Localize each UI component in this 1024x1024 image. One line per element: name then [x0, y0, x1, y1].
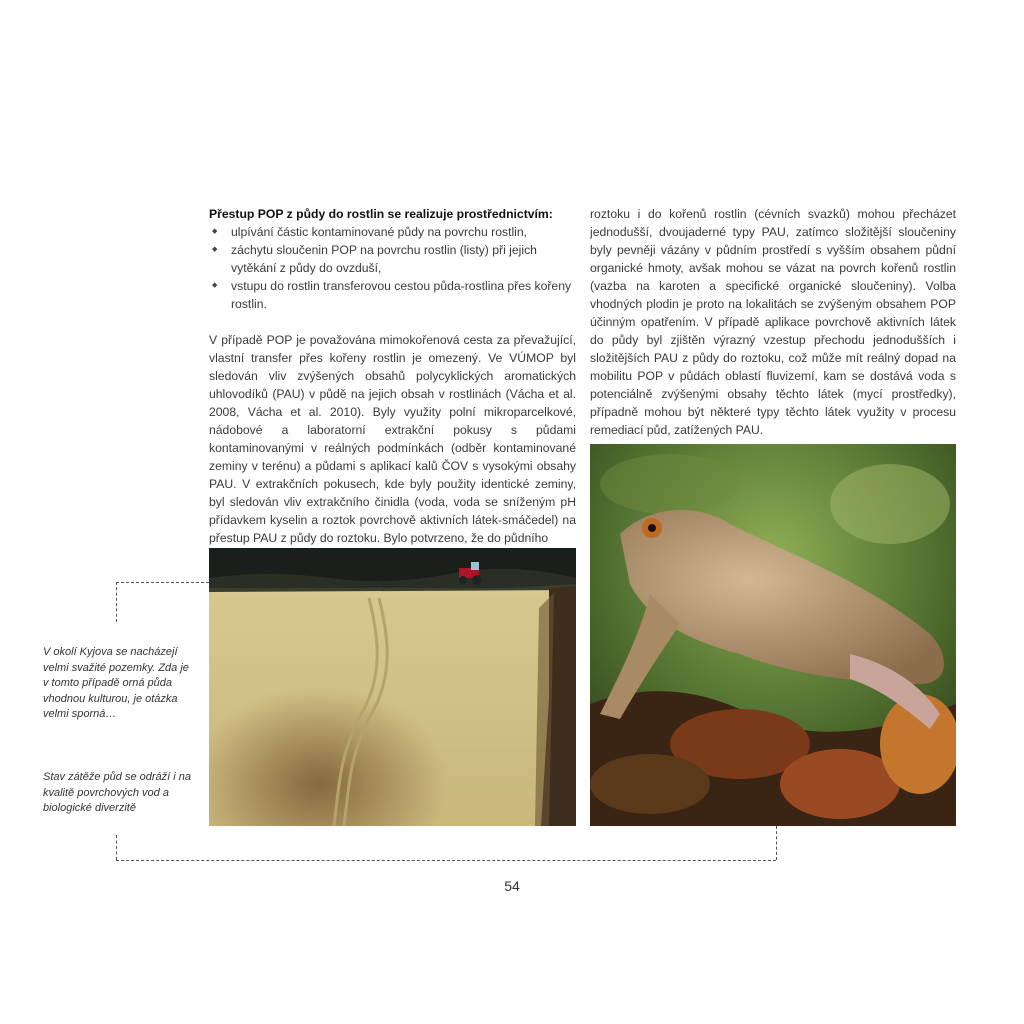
bullet-item: ◆ ulpívání částic kontaminované půdy na povrchu rostlin,: [209, 223, 576, 241]
connector-line: [776, 826, 777, 860]
toad-photo: [590, 444, 956, 826]
body-paragraph-continued: roztoku i do kořenů rostlin (cévních svazků) mohou přecházet jednodušší, dvoujaderné typy PAU, zatímco složitější sloučeniny byly pevněji vázány v půdním prostředí s vyšším obsahem půdní organické hmoty, avšak mohou se vázat na povrch kořenů rostlin (vazba na karoten a specifické organické sloučeniny). Volba vhodných plodin je proto na lokalitách se zvýšeným obsahem POP účinným opatřením. V případě aplikace povrchově aktivních látek do půdy byl zjištěn výrazný vzestup přechodu jednodušších i složitějších PAU z půdy do roztoku, což může mít reálný dopad na mobilitu POP v půdách oblastí fluvizemí, kam se dostává voda s potenciálně zvýšenými obsahy těchto látek (mycí prostředky), případně mohou být některé typy těchto látek využity v procesu remediací půd, zatížených PAU.: [590, 207, 956, 437]
right-text-column: [590, 205, 956, 439]
photo-caption: V okolí Kyjova se nacházejí velmi svažité pozemky. Zda je v tomto případě orná půda vhodnou kulturou, je otázka velmi sporná…: [43, 646, 189, 720]
page-number: 54: [504, 878, 520, 894]
photo-caption: Stav zátěže půd se odráží i na kvalitě povrchových vod a biologické diverzitě: [43, 771, 191, 814]
connector-line: [116, 582, 117, 622]
section-heading: Přestup POP z půdy do rostlin se realizuje prostřednictvím:: [209, 207, 553, 221]
connector-line: [116, 860, 776, 861]
sloped-field-photo: [209, 548, 576, 826]
left-text-column: [209, 205, 576, 547]
bullet-item: ◆ záchytu sloučenin POP na povrchu rostlin (listy) při jejich vytěkání z půdy do ovzduší,: [209, 241, 576, 277]
connector-line: [116, 835, 117, 860]
bullet-item: ◆ vstupu do rostlin transferovou cestou půda-rostlina přes kořeny rostlin.: [209, 277, 576, 313]
connector-line: [116, 582, 209, 583]
bullet-list: [209, 223, 576, 313]
body-paragraph: V případě POP je považována mimokořenová cesta za převažující, vlastní transfer přes kořeny rostlin je omezený. Ve VÚMOP byl sledován vliv zvýšených obsahů polycyklických aromatických uhlovodíků (PAU) v půdě na jejich obsah v rostlinách (Vácha et al. 2008, Vácha et al. 2010). Byly využity polní mikroparcelkové, nádobové a laboratorní extrakční pokusy s půdami kontaminovanými v reálných podmínkách (odběr kontaminované zeminy v terénu) a půdami s aplikací kalů ČOV s vysokými obsahy PAU. V extrakčních pokusech, kde byly použity identické zeminy, byl sledován vliv extrakčního činidla (voda, voda se sníženým pH přídavkem kyselin a roztok povrchově aktivních látek-smáčedel) na přestup PAU z půdy do roztoku. Bylo potvrzeno, že do půdního: [209, 333, 576, 545]
